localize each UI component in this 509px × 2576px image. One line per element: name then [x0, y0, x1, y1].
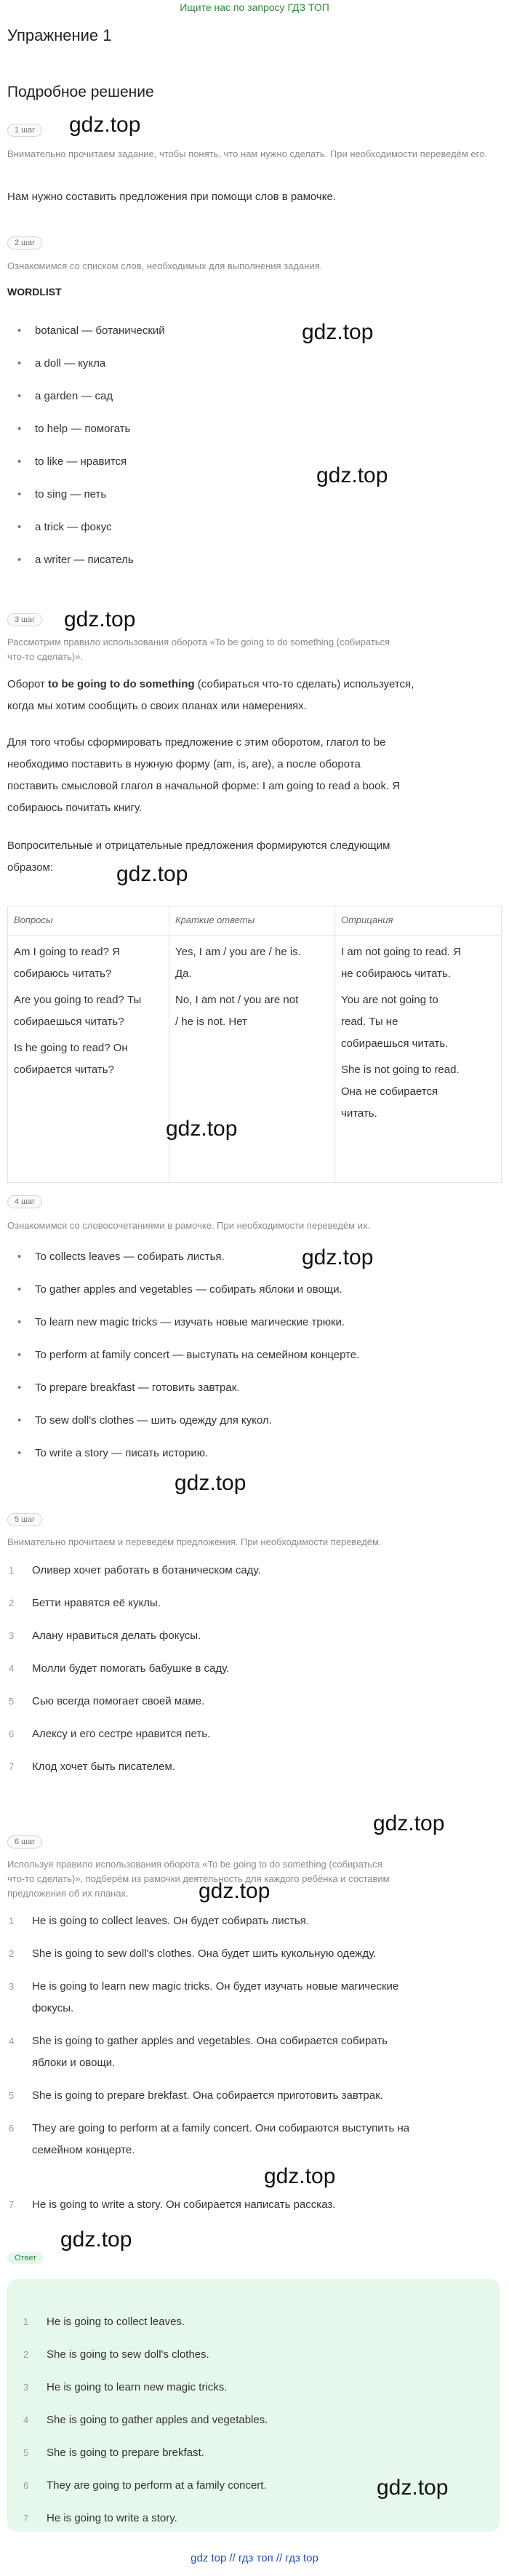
- step-3-hint: что-то сделать)».: [7, 651, 84, 662]
- list-item-text: He is going to collect leaves. Он будет собирать листья.: [32, 1915, 310, 1927]
- list-item: 7 He is going to write a story. Он собирается написать рассказ.: [9, 2198, 336, 2211]
- list-item-text: She is going to sew doll's clothes.: [47, 2348, 209, 2361]
- step-badge-3: 3 шаг: [7, 613, 42, 626]
- list-item: 4 She is going to gather apples and vegetables. Она собирается собирать: [9, 2035, 388, 2047]
- list-item-text: She is going to gather apples and vegetables. Она собирается собирать: [32, 2035, 388, 2047]
- watermark: gdz.top: [60, 2228, 132, 2252]
- cell-line: read. Ты не: [341, 1016, 398, 1028]
- list-item: • a garden — сад: [7, 389, 165, 422]
- watermark: gdz.top: [199, 1879, 270, 1903]
- cell-line: Are you going to read? Ты: [14, 994, 142, 1006]
- list-item: 6 They are going to perform at a family concert.: [23, 2479, 267, 2492]
- paragraph: образом:: [7, 861, 53, 874]
- list-item: 3 He is going to learn new magic tricks.: [23, 2381, 228, 2393]
- step-badge-4: 4 шаг: [7, 1195, 42, 1208]
- cell-line: не собираюсь читать.: [341, 968, 451, 980]
- phrase-list: [7, 1250, 359, 1479]
- page-title: Упражнение 1: [7, 26, 112, 44]
- section-title: Подробное решение: [7, 84, 154, 100]
- watermark: gdz.top: [116, 862, 188, 886]
- watermark: gdz.top: [175, 1471, 247, 1495]
- wordlist-heading: WORDLIST: [7, 286, 62, 298]
- paragraph-text: Оборот: [7, 678, 48, 690]
- list-item-text: They are going to perform at a family concert. Они собираются выступить на: [32, 2122, 410, 2134]
- cell-line: собираешься читать?: [14, 1016, 124, 1028]
- table-cell: [169, 936, 335, 1183]
- wordlist: [7, 324, 165, 586]
- list-item-text: He is going to learn new magic tricks.: [47, 2381, 228, 2393]
- list-item-text: Клод хочет быть писателем.: [32, 1760, 175, 1773]
- list-item-text: She is going to sew doll's clothes. Она будет шить кукольную одежду.: [32, 1947, 377, 1960]
- list-item: • botanical — ботанический: [7, 324, 165, 356]
- step-6-hint: предложения об их планах.: [7, 1888, 129, 1899]
- list-item-text: Оливер хочет работать в ботаническом саду.: [32, 1564, 261, 1576]
- list-item: 6 Алексу и его сестре нравится петь.: [9, 1728, 211, 1740]
- list-item: 2 Бетти нравятся её куклы.: [9, 1597, 161, 1609]
- cell-line: Она не собирается: [341, 1085, 438, 1098]
- cell-line: собираешься читать.: [341, 1037, 449, 1050]
- list-item: • To write a story — писать историю.: [7, 1446, 359, 1479]
- cell-line: собираюсь читать?: [14, 968, 112, 980]
- cell-line: She is not going to read.: [341, 1064, 460, 1076]
- watermark: gdz.top: [69, 113, 141, 137]
- cell-line: / he is not. Нет: [175, 1016, 247, 1028]
- cell-line: Yes, I am / you are / he is.: [175, 946, 301, 958]
- list-item: • To prepare breakfast — готовить завтрак.: [7, 1381, 359, 1413]
- list-item: 4 Молли будет помогать бабушке в саду.: [9, 1662, 230, 1675]
- cell-line: No, I am not / you are not: [175, 994, 299, 1006]
- table-header: Краткие ответы: [169, 906, 335, 936]
- list-item-text: She is going to prepare brekfast.: [47, 2447, 204, 2459]
- watermark: gdz.top: [373, 1811, 445, 1835]
- paragraph: собираюсь почитать книгу.: [7, 802, 143, 814]
- list-item: 2 She is going to sew doll's clothes.: [23, 2348, 209, 2361]
- cell-line: читать.: [341, 1107, 377, 1120]
- step-badge-6: 6 шаг: [7, 1835, 42, 1849]
- list-item: 5 She is going to prepare brekfast.: [23, 2447, 204, 2459]
- list-item-text: She is going to gather apples and vegetables.: [47, 2414, 268, 2426]
- answer-badge: Ответ: [7, 2252, 44, 2264]
- list-item-text: He is going to learn new magic tricks. Он будет изучать новые магические: [32, 1980, 399, 1993]
- list-item: 3 Алану нравиться делать фокусы.: [9, 1630, 201, 1642]
- list-item: • To perform at family concert — выступать на семейном концерте.: [7, 1348, 359, 1381]
- step-4-hint: Ознакомимся со словосочетаниями в рамочке. При необходимости переведём их.: [7, 1220, 371, 1231]
- paragraph-text: (собираться что-то сделать) используется,: [194, 678, 414, 690]
- cell-line: You are not going to: [341, 994, 438, 1006]
- step-2-hint: Ознакомимся со списком слов, необходимых для выполнения задания.: [7, 260, 323, 271]
- paragraph-bold: to be going to do something: [48, 678, 195, 690]
- list-item-text: Алану нравиться делать фокусы.: [32, 1630, 201, 1642]
- list-item: 1 He is going to collect leaves. Он будет собирать листья.: [9, 1915, 310, 1927]
- list-item: 5 She is going to prepare brekfast. Она собирается приготовить завтрак.: [9, 2089, 383, 2102]
- table-cell: [335, 936, 502, 1183]
- paragraph: когда мы хотим сообщить о своих планах или намерениях.: [7, 700, 307, 712]
- list-item: 6 They are going to perform at a family concert. Они собираются выступить на: [9, 2122, 410, 2134]
- step-1-hint: Внимательно прочитаем задание, чтобы понять, что нам нужно сделать. При необходимости переведём его.: [7, 148, 487, 159]
- list-item: 2 She is going to sew doll's clothes. Она будет шить кукольную одежду.: [9, 1947, 377, 1960]
- list-item: • to like — нравится: [7, 455, 165, 487]
- paragraph: Вопросительные и отрицательные предложения формируются следующим: [7, 840, 390, 852]
- top-banner[interactable]: Ищите нас по запросу ГДЗ ТОП: [180, 1, 329, 13]
- list-item-text: Сью всегда помогает своей маме.: [32, 1695, 205, 1707]
- step-6-hint: Используя правило использования оборота «To be going to do something (собираться: [7, 1859, 382, 1870]
- list-item: • a doll — кукла: [7, 356, 165, 389]
- grammar-table: [7, 906, 502, 1183]
- list-item-text: She is going to prepare brekfast. Она собирается приготовить завтрак.: [32, 2089, 383, 2102]
- watermark: gdz.top: [264, 2164, 336, 2188]
- paragraph: необходимо поставить в нужную форму (am, is, are), а после оборота: [7, 758, 361, 770]
- step-1-text: Нам нужно составить предложения при помощи слов в рамочке.: [7, 191, 336, 203]
- list-item-cont: яблоки и овощи.: [32, 2057, 116, 2069]
- list-item: • To learn new magic tricks — изучать новые магические трюки.: [7, 1315, 359, 1348]
- cell-line: I am not going to read. Я: [341, 946, 462, 958]
- step-badge-2: 2 шаг: [7, 236, 42, 250]
- watermark: gdz.top: [302, 320, 374, 344]
- step-badge-1: 1 шаг: [7, 124, 42, 137]
- watermark: gdz.top: [377, 2476, 449, 2500]
- watermark: gdz.top: [316, 463, 388, 487]
- list-item: • to help — помогать: [7, 422, 165, 455]
- list-item-text: He is going to write a story.: [47, 2512, 177, 2524]
- list-item: 7 Клод хочет быть писателем.: [9, 1760, 175, 1773]
- step-6-hint: что-то сделать)», подберём из рамочки деятельность для каждого ребёнка и составим: [7, 1873, 390, 1884]
- list-item: • a trick — фокус: [7, 520, 165, 553]
- list-item-text: He is going to write a story. Он собирается написать рассказ.: [32, 2198, 336, 2211]
- list-item-text: He is going to collect leaves.: [47, 2316, 185, 2328]
- list-item: • a writer — писатель: [7, 553, 165, 586]
- cell-line: собирается читать?: [14, 1064, 114, 1076]
- list-item: • To collects leaves — собирать листья.: [7, 1250, 359, 1283]
- step-badge-5: 5 шаг: [7, 1513, 42, 1526]
- list-item: 5 Сью всегда помогает своей маме.: [9, 1695, 205, 1707]
- footer-links[interactable]: gdz top // гдз топ // гдз top: [191, 2552, 318, 2564]
- table-header: Вопросы: [8, 906, 169, 936]
- paragraph: Для того чтобы сформировать предложение с этим оборотом, глагол to be: [7, 736, 386, 749]
- list-item-text: Молли будет помогать бабушке в саду.: [32, 1662, 230, 1675]
- watermark: gdz.top: [302, 1245, 374, 1269]
- watermark: gdz.top: [64, 607, 136, 631]
- list-item-text: Алексу и его сестре нравится петь.: [32, 1728, 211, 1740]
- step-5-hint: Внимательно прочитаем и переведём предложения. При необходимости переведём.: [7, 1536, 382, 1547]
- list-item: 7 He is going to write a story.: [23, 2512, 177, 2524]
- table-cell: [8, 936, 169, 1183]
- step-3-hint: Рассмотрим правило использования оборота «To be going to do something (собираться: [7, 637, 390, 647]
- cell-line: Am I going to read? Я: [14, 946, 120, 958]
- list-item: 1 He is going to collect leaves.: [23, 2316, 185, 2328]
- list-item: • To gather apples and vegetables — собирать яблоки и овощи.: [7, 1283, 359, 1315]
- paragraph: поставить смысловой глагол в начальной форме: I am going to read a book. Я: [7, 780, 401, 792]
- list-item: • To sew doll's clothes — шить одежду для кукол.: [7, 1413, 359, 1446]
- cell-line: Is he going to read? Он: [14, 1042, 128, 1054]
- list-item-text: They are going to perform at a family concert.: [47, 2479, 267, 2492]
- list-item: • to sing — петь: [7, 487, 165, 520]
- list-item-cont: фокусы.: [32, 2002, 74, 2014]
- list-item: 1 Оливер хочет работать в ботаническом саду.: [9, 1564, 261, 1576]
- table-header: Отрицания: [335, 906, 502, 936]
- list-item: 3 He is going to learn new magic tricks. Он будет изучать новые магические: [9, 1980, 399, 1993]
- cell-line: Да.: [175, 968, 192, 980]
- list-item-text: Бетти нравятся её куклы.: [32, 1597, 161, 1609]
- paragraph: [7, 674, 414, 695]
- list-item: 4 She is going to gather apples and vegetables.: [23, 2414, 268, 2426]
- watermark: gdz.top: [166, 1117, 238, 1141]
- list-item-cont: семейном концерте.: [32, 2144, 135, 2156]
